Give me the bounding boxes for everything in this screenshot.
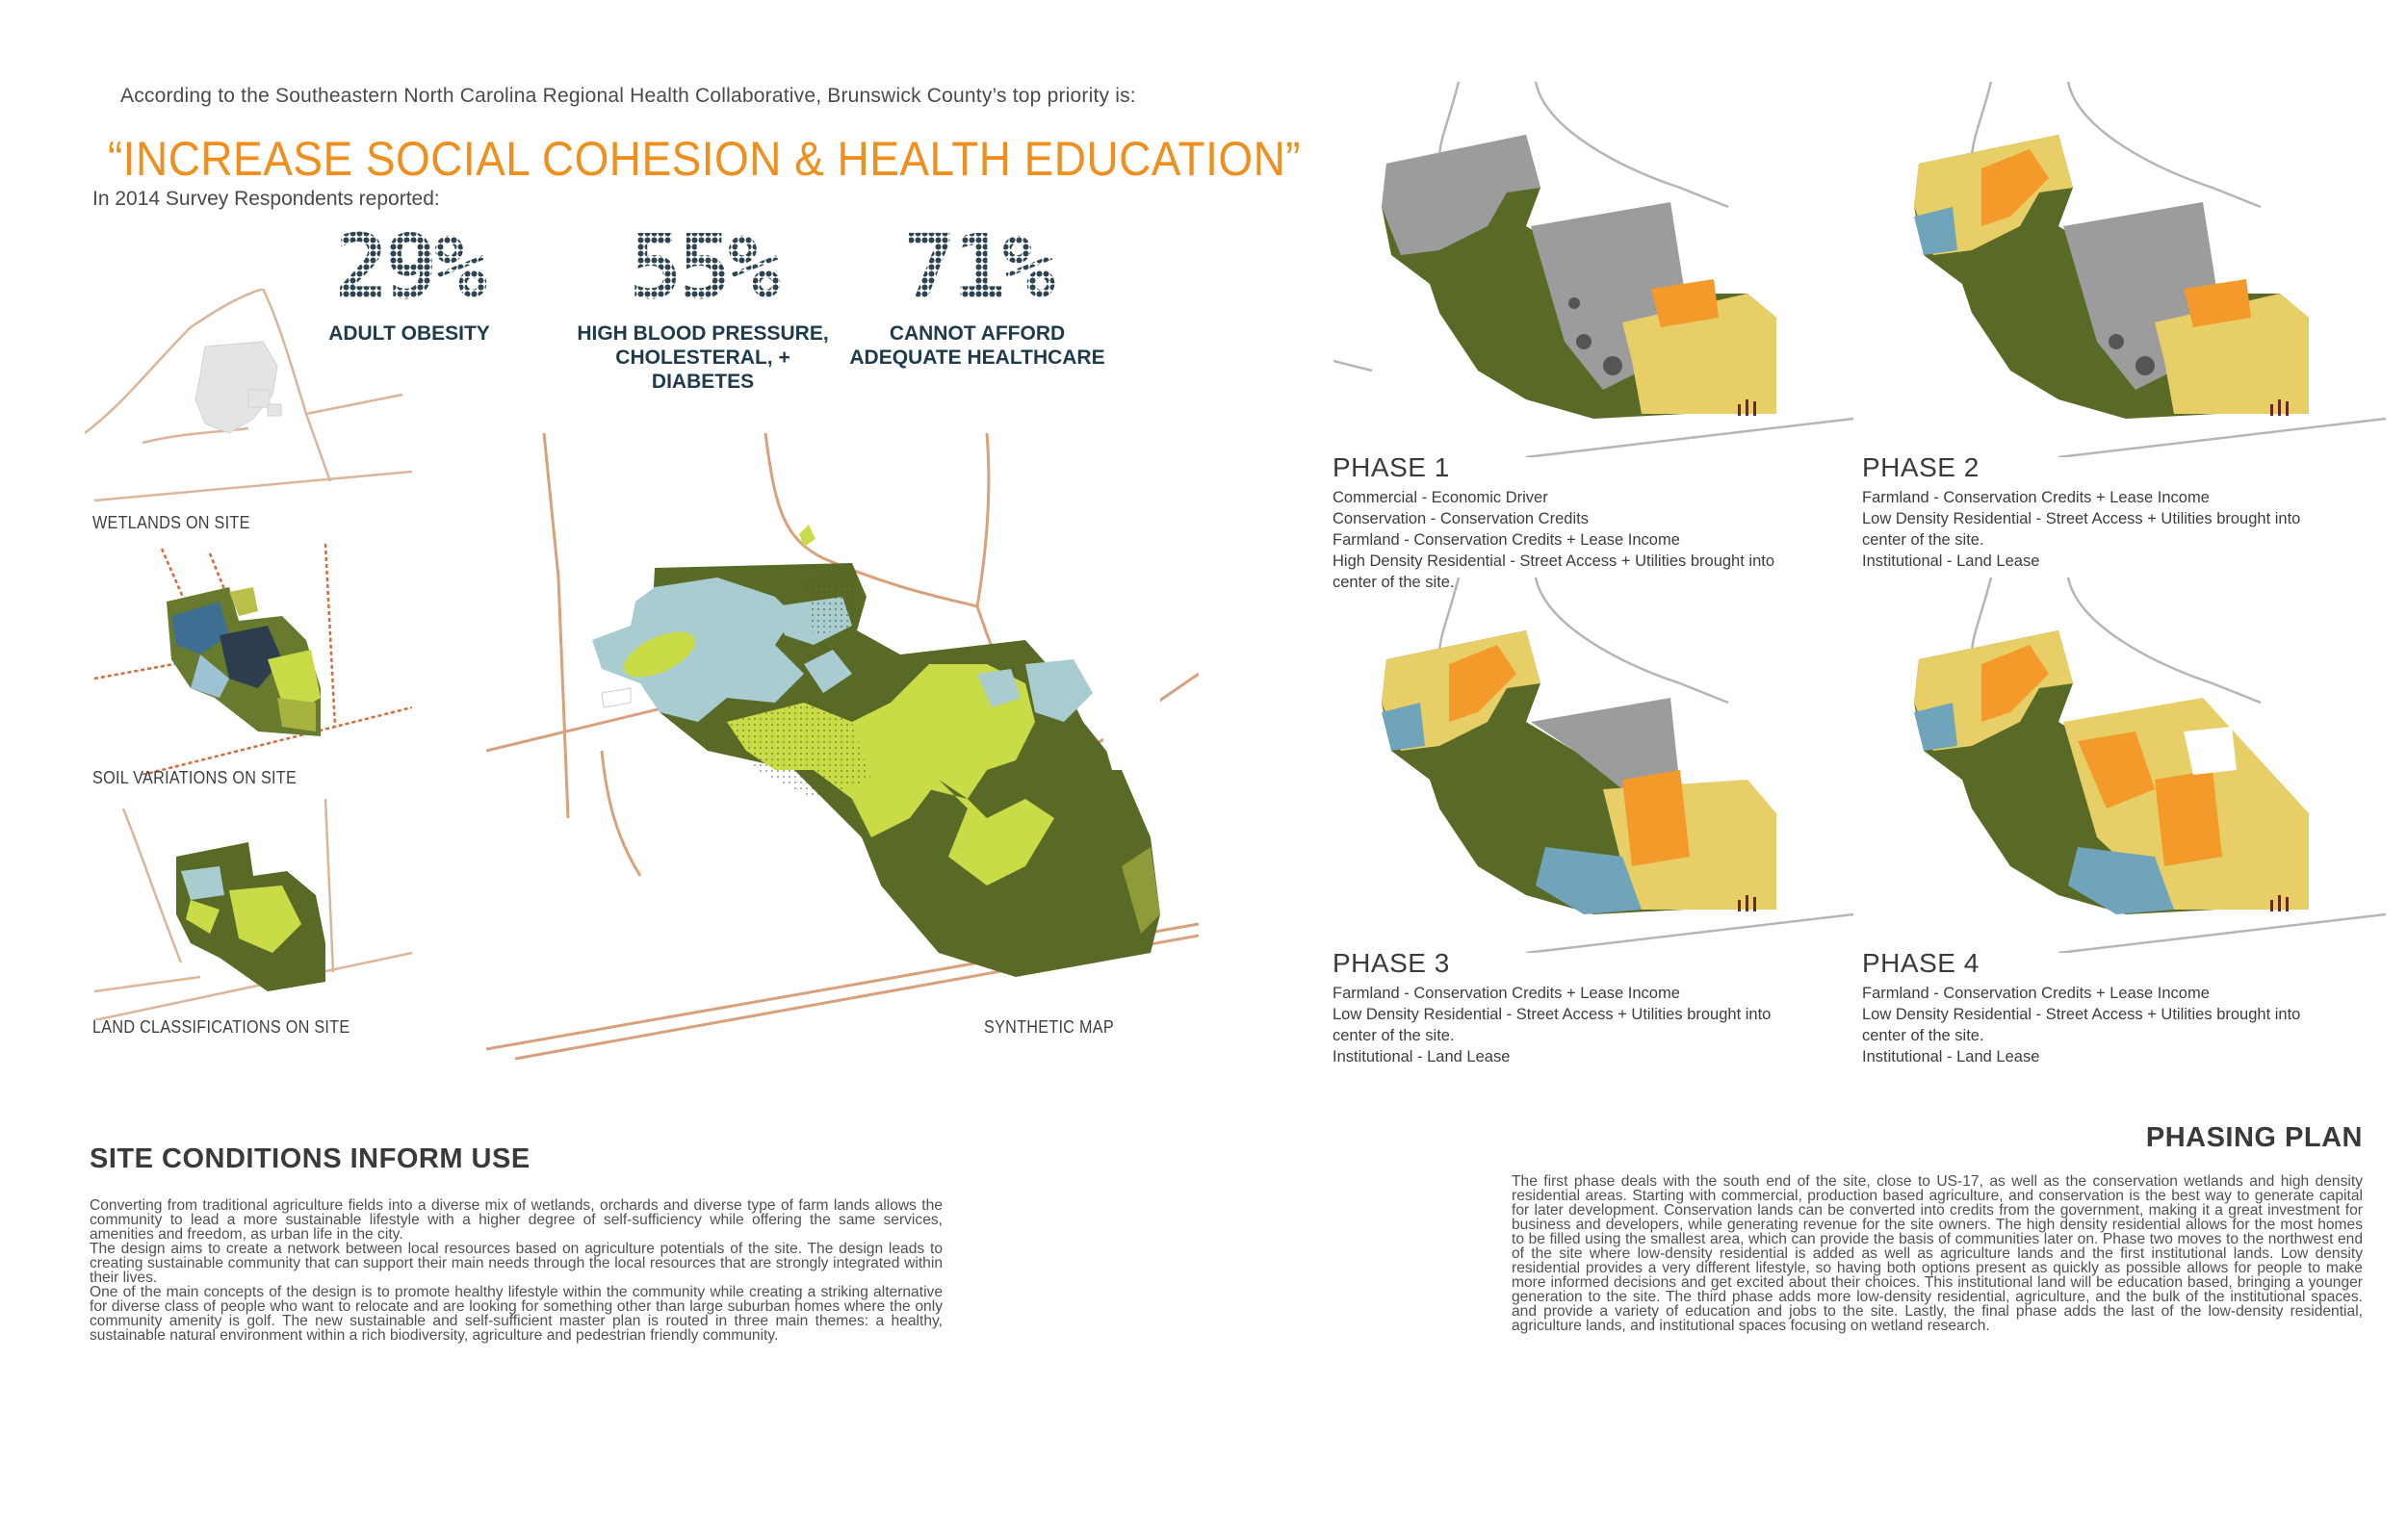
phase-2-map: [1866, 82, 2386, 457]
paragraph: One of the main concepts of the design is to promote healthy lifestyle within the community while creating a striking alternative for diverse class of people who want to relocate and are looking for something other than large suburban homes where the only community amenity is golf. The new sustainable and self-sufficient master plan is routed in three main themes: a healthy, sustainable natural environment within a rich biodiversity, agriculture and pedestrian friendly community.: [90, 1284, 943, 1344]
phase-description: [1333, 983, 1872, 1067]
paragraph: The design aims to create a network between local resources based on agriculture potentials of the site. The design leads to creating sustainable community that can support their main needs through the local resources that are strongly integrated within their lives.: [90, 1241, 943, 1286]
land-classifications-map: [85, 799, 412, 1020]
phase-4-block: [1862, 948, 2401, 1067]
phasing-plan-text: The first phase deals with the south end of the site, close to US-17, as well as the conservation wetlands and high density residential areas. Starting with commercial, production based agriculture, and conservation is the best way to generate capital for later development. Conservation lands can be converted into credits from the government, making it a great investment for business and developers, while generating revenue for the site owners. The high density residential allows for the most homes to be filled using the smallest area, which can provide the basis of communities later on. Phase two moves to the northwest end of the site where low-density residential is added as well as agriculture lands and the first institutional lands. Low density residential provides a very different lifestyle, so having both options present as quickly as possible allows for people to make more informed decisions and get excited about their choices. This institutional land will be education based, bringing a younger generation to the site. The third phase adds more low-density residential, agriculture, and the bulk of the institutional spaces. and provide a variety of education and jobs to the site. Lastly, the final phase adds the last of the low-density residential, agriculture lands, and institutional spaces focusing on wetland research.: [1512, 1173, 2363, 1334]
stat-value: 71%: [847, 223, 1107, 312]
phase-line: Institutional - Land Lease: [1862, 1048, 2040, 1065]
stat-label: CANNOT AFFORD ADEQUATE HEALTHCARE: [849, 322, 1105, 369]
phase-description: [1862, 983, 2401, 1067]
stat-label: HIGH BLOOD PRESSURE, CHOLESTERAL, + DIABETES: [577, 322, 829, 393]
phase-line: Farmland - Conservation Credits + Lease Income: [1333, 531, 1680, 549]
stat-label: ADULT OBESITY: [328, 322, 490, 345]
stat-value: 29%: [323, 223, 496, 312]
phase-line: Farmland - Conservation Credits + Lease Income: [1862, 985, 2210, 1002]
wetlands-map: [85, 289, 412, 505]
phase-1-block: [1333, 452, 1872, 593]
phasing-plan-title: PHASING PLAN: [2145, 1122, 2363, 1153]
label-synthetic: SYNTHETIC MAP: [984, 1017, 1114, 1037]
label-soil: SOIL VARIATIONS ON SITE: [92, 768, 298, 787]
phase-line: Commercial - Economic Driver: [1333, 489, 1548, 506]
phase-line: center of the site.: [1862, 1027, 1984, 1044]
phase-line: center of the site.: [1333, 574, 1455, 591]
phase-line: Conservation - Conservation Credits: [1333, 510, 1589, 527]
paragraph: Converting from traditional agriculture fields into a diverse mix of wetlands, orchards and diverse type of farm lands allows the community to lead a more sustainable lifestyle with a higher degree of self-sufficiency while offering the same services, amenities and freedom, as urban life in the city.: [90, 1197, 943, 1243]
phase-title: PHASE 3: [1333, 948, 1450, 978]
phase-title: PHASE 1: [1333, 452, 1450, 482]
soil-variations-map: [85, 544, 412, 775]
phase-line: Institutional - Land Lease: [1333, 1048, 1511, 1065]
phase-1-map: [1333, 82, 1853, 457]
phase-line: Farmland - Conservation Credits + Lease Income: [1333, 985, 1680, 1002]
phase-line: center of the site.: [1862, 531, 1984, 549]
phase-3-map: [1333, 578, 1853, 953]
headline: “INCREASE SOCIAL COHESION & HEALTH EDUCATION”: [108, 132, 1302, 186]
label-land: LAND CLASSIFICATIONS ON SITE: [92, 1017, 350, 1037]
phase-description: [1862, 487, 2401, 572]
survey-note: In 2014 Survey Respondents reported:: [92, 188, 440, 210]
phase-title: PHASE 2: [1862, 452, 1980, 482]
phase-line: Low Density Residential - Street Access + Utilities brought into: [1862, 510, 2301, 527]
phase-line: Institutional - Land Lease: [1862, 552, 2040, 570]
phase-2-block: [1862, 452, 2401, 572]
phase-description: [1333, 487, 1872, 593]
stat-value: 55%: [563, 223, 842, 312]
phase-3-block: [1333, 948, 1872, 1067]
phase-line: Low Density Residential - Street Access + Utilities brought into: [1862, 1006, 2301, 1023]
phase-title: PHASE 4: [1862, 948, 1980, 978]
phase-4-map: [1866, 578, 2386, 953]
phase-line: Farmland - Conservation Credits + Lease Income: [1862, 489, 2210, 506]
phase-line: High Density Residential - Street Access + Utilities brought into: [1333, 552, 1775, 570]
stat-healthcare: [847, 216, 1107, 370]
intro-text: According to the Southeastern North Carolina Regional Health Collaborative, Brunswick County’s top priority is:: [120, 85, 1136, 107]
phase-line: center of the site.: [1333, 1027, 1455, 1044]
synthetic-map: [486, 433, 1199, 1068]
phase-line: Low Density Residential - Street Access + Utilities brought into: [1333, 1006, 1772, 1023]
site-conditions-title: SITE CONDITIONS INFORM USE: [90, 1143, 531, 1174]
site-conditions-text: [90, 1198, 943, 1343]
label-wetlands: WETLANDS ON SITE: [92, 513, 250, 532]
stat-blood-pressure: [563, 216, 842, 394]
